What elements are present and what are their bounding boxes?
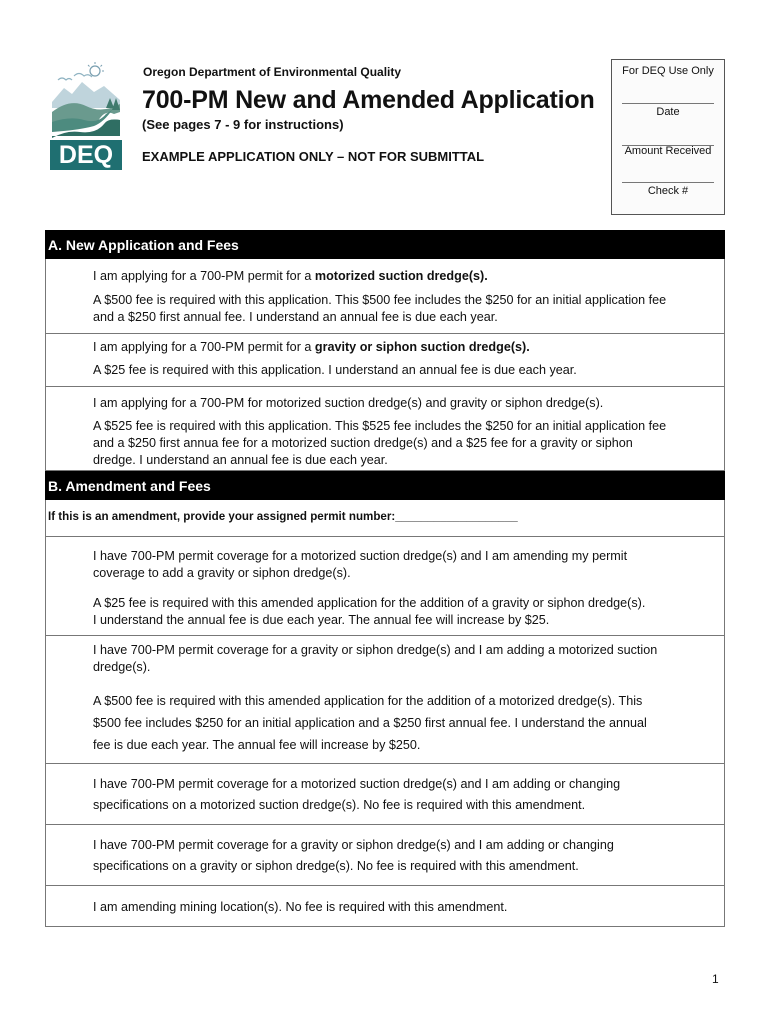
option-both-new[interactable] xyxy=(45,387,725,471)
amount-received-label: Amount Received xyxy=(624,145,712,157)
check-number-line[interactable] xyxy=(622,182,714,183)
amend-add-motorized[interactable] xyxy=(45,636,725,764)
option-text: I have 700-PM permit coverage for a motorized suction dredge(s) and I am amending my permit xyxy=(93,549,628,563)
deq-use-heading: For DEQ Use Only xyxy=(622,65,714,77)
date-label: Date xyxy=(656,106,680,118)
fee-text: A $500 fee is required with this application. This $500 fee includes the $250 for an initial application fee xyxy=(93,293,667,307)
amend-add-gravity[interactable] xyxy=(45,537,725,636)
deq-logo xyxy=(50,62,122,170)
option-text: coverage to add a gravity or siphon dredge(s). xyxy=(93,566,351,580)
check-number-label: Check # xyxy=(647,185,689,197)
option-text: specifications on a gravity or siphon dredge(s). No fee is required with this amendment. xyxy=(93,859,579,873)
amend-gravity-specs[interactable] xyxy=(45,825,725,886)
page-subtitle: (See pages 7 - 9 for instructions) xyxy=(142,117,344,132)
section-b-heading: B. Amendment and Fees xyxy=(45,471,725,500)
option-text: I have 700-PM permit coverage for a gravity or siphon dredge(s) and I am adding or changing xyxy=(93,838,614,852)
fee-text: A $25 fee is required with this amended application for the addition of a gravity or siphon dredge(s). xyxy=(93,596,646,610)
fee-text: A $25 fee is required with this application. I understand an annual fee is due each year. xyxy=(93,363,577,377)
fee-text: A $525 fee is required with this application. This $525 fee includes the $250 for an initial application fee xyxy=(93,419,667,433)
option-gravity-new[interactable] xyxy=(45,334,725,387)
option-text: specifications on a motorized suction dredge(s). No fee is required with this amendment. xyxy=(93,798,586,812)
permit-number-row[interactable] xyxy=(45,500,725,537)
option-text: I am applying for a 700-PM for motorized suction dredge(s) and gravity or siphon dredge(s). xyxy=(93,396,604,410)
option-text: I have 700-PM permit coverage for a motorized suction dredge(s) and I am adding or changing xyxy=(93,777,621,791)
fee-text: I understand the annual fee is due each year. The annual fee will increase by $25. xyxy=(93,613,550,627)
option-text: I have 700-PM permit coverage for a gravity or siphon dredge(s) and I am adding a motorized suction xyxy=(93,643,658,657)
fee-text: fee is due each year. The annual fee will increase by $250. xyxy=(93,738,421,752)
fee-text: and a $250 first annua fee for a motorized suction dredge(s) and a $25 fee for a gravity or siphon xyxy=(93,436,633,450)
option-motorized-new[interactable] xyxy=(45,259,725,334)
fee-text: and a $250 first annual fee. I understand an annual fee is due each year. xyxy=(93,310,498,324)
permit-number-prompt: If this is an amendment, provide your assigned permit number:___________________ xyxy=(48,510,518,523)
fee-text: $500 fee includes $250 for an initial application and a $250 first annual fee. I understand the annual xyxy=(93,716,647,730)
amend-mining-location[interactable] xyxy=(45,886,725,927)
option-text: dredge(s). xyxy=(93,660,151,674)
deq-use-only-box xyxy=(611,59,725,215)
date-line[interactable] xyxy=(622,103,714,104)
option-text: I am applying for a 700-PM permit for a motorized suction dredge(s). xyxy=(93,269,488,283)
fee-text: A $500 fee is required with this amended application for the addition of a motorized dredge(s). This xyxy=(93,694,643,708)
amend-motorized-specs[interactable] xyxy=(45,764,725,825)
option-text: I am amending mining location(s). No fee is required with this amendment. xyxy=(93,900,508,914)
example-notice: EXAMPLE APPLICATION ONLY – NOT FOR SUBMITTAL xyxy=(142,149,485,164)
page-number: 1 xyxy=(712,972,719,986)
logo-text: DEQ xyxy=(58,141,114,169)
section-a-heading: A. New Application and Fees xyxy=(45,230,725,259)
fee-text: dredge. I understand an annual fee is due each year. xyxy=(93,453,388,467)
page-title: 700-PM New and Amended Application xyxy=(142,86,595,114)
option-text: I am applying for a 700-PM permit for a gravity or siphon suction dredge(s). xyxy=(93,340,530,354)
agency-name: Oregon Department of Environmental Quality xyxy=(143,65,402,79)
